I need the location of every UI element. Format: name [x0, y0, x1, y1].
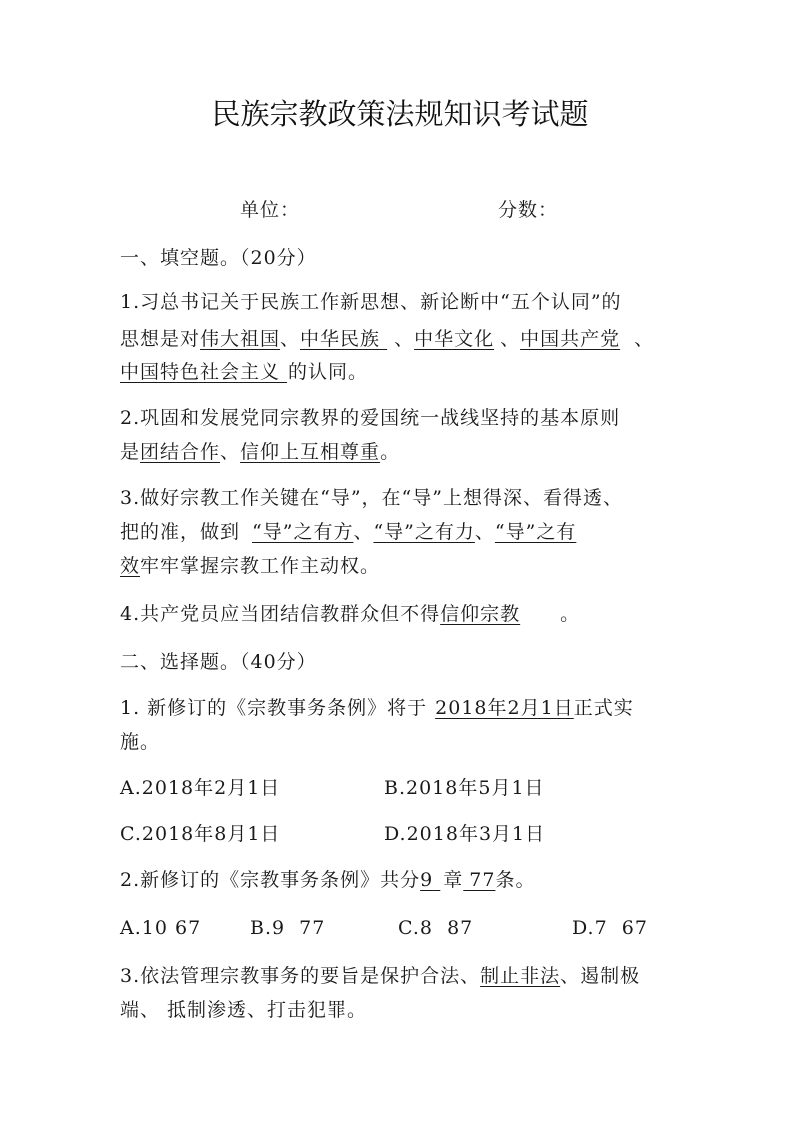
s1-q3-line1: 3.做好宗教工作关键在“导”，在“导”上想得深、看得透、 [120, 487, 623, 509]
s2-q2-prefix: 2.新修订的《宗教事务条例》共分 [120, 869, 421, 891]
s1-q4-answer: 信仰宗教 [440, 603, 521, 625]
s1-q3-answer-3b: 效 [120, 555, 141, 577]
s2-q1-line1 [120, 694, 634, 722]
s2-q3-line1 [120, 962, 640, 990]
s1-q1-blank-pad [380, 325, 394, 353]
s1-q1-sep-1: 、 [280, 328, 301, 350]
s1-q1-prefix: 思想是对 [120, 328, 201, 350]
s2-q2-answer-2: 77 [469, 869, 496, 891]
s2-q2-mid: 章 [443, 869, 464, 891]
s1-q1-line3 [120, 358, 368, 386]
s1-q2-line2 [120, 438, 400, 466]
s1-q3-answer-1: “导”之有方 [252, 521, 354, 543]
s1-q3-line3 [120, 552, 380, 580]
s1-q2-answer-2: 信仰上互相尊重 [240, 441, 381, 463]
s1-q1-answer-2: 中华民族 [300, 328, 381, 350]
s1-q2-answer-1: 团结合作 [140, 441, 221, 463]
s2-q1-option-d: D.2018年3月1日 [384, 823, 546, 845]
s1-q1-answer-5: 中国特色社会主义 [120, 361, 281, 383]
s2-q2-option-d: D.7 67 [572, 917, 648, 939]
s2-q1-line2: 施。 [120, 731, 161, 753]
s2-q2-answer-1: 9 [420, 869, 434, 891]
s1-q3-prefix: 把的准，做到 [120, 521, 241, 543]
s2-q1-option-b: B.2018年5月1日 [384, 777, 545, 799]
s1-q3-suffix: 牢牢掌握宗教工作主动权。 [140, 555, 381, 577]
s1-q1-sep-4: 、 [634, 328, 655, 350]
s1-q3-answer-2: “导”之有力 [373, 521, 475, 543]
s1-q2-line1: 2.巩固和发展党同宗教界的爱国统一战线坚持的基本原则 [120, 407, 621, 429]
s1-q2-sep: 、 [220, 441, 241, 463]
page-title: 民族宗教政策法规知识考试题 [211, 97, 589, 131]
s2-q3-line2: 端、 抵制渗透、打击犯罪。 [120, 999, 368, 1021]
s1-q3-line2 [120, 518, 576, 546]
s1-q1-sep-3: 、 [500, 328, 521, 350]
s1-q2-prefix: 是 [120, 441, 141, 463]
s2-q1-answer: 2018年2月1日 [435, 697, 574, 719]
s1-q2-suffix: 。 [380, 441, 401, 463]
s2-q3-prefix: 3.依法管理宗教事务的要旨是保护合法、 [120, 965, 481, 987]
s1-q4-suffix: 。 [560, 603, 581, 625]
section2-heading: 二、选择题。（40分） [120, 651, 317, 673]
s2-q2-option-a: A.10 67 [120, 917, 202, 939]
s1-q3-sep-1: 、 [353, 521, 374, 543]
s1-q3-sep-2: 、 [474, 521, 495, 543]
s2-q1-suffix: 正式实 [573, 697, 634, 719]
s2-q3-answer: 制止非法 [480, 965, 561, 987]
s1-q1-suffix: 的认同。 [288, 361, 369, 383]
s2-q2-suffix: 条。 [495, 869, 536, 891]
s1-q1-answer-1: 伟大祖国 [200, 328, 281, 350]
s1-q1-answer-3: 中华文化 [414, 328, 495, 350]
s1-q1-sep-2: 、 [394, 328, 415, 350]
s2-q3-suffix: 、遏制极 [560, 965, 641, 987]
s2-q2-option-c: C.8 87 [398, 917, 474, 939]
s1-q3-answer-3a: “导”之有 [494, 521, 577, 543]
unit-label: 单位： [240, 199, 301, 221]
s2-q1-prefix: 1. 新修订的《宗教事务条例》将于 [120, 697, 428, 719]
s1-q4-line [120, 600, 580, 628]
section1-heading: 一、填空题。（20分） [120, 247, 317, 269]
s2-q1-option-a: A.2018年2月1日 [120, 777, 281, 799]
s2-q2-option-b: B.9 77 [250, 917, 326, 939]
s2-q2-line [120, 866, 535, 894]
s1-q1-answer-4: 中国共产党 [520, 328, 621, 350]
s1-q1-line1: 1.习总书记关于民族工作新思想、新论断中“五个认同”的 [120, 291, 622, 313]
score-label: 分数： [498, 199, 559, 221]
s2-q1-option-c: C.2018年8月1日 [120, 823, 281, 845]
s1-q1-line2 [120, 325, 654, 353]
s1-q4-prefix: 4.共产党员应当团结信教群众但不得 [120, 603, 441, 625]
